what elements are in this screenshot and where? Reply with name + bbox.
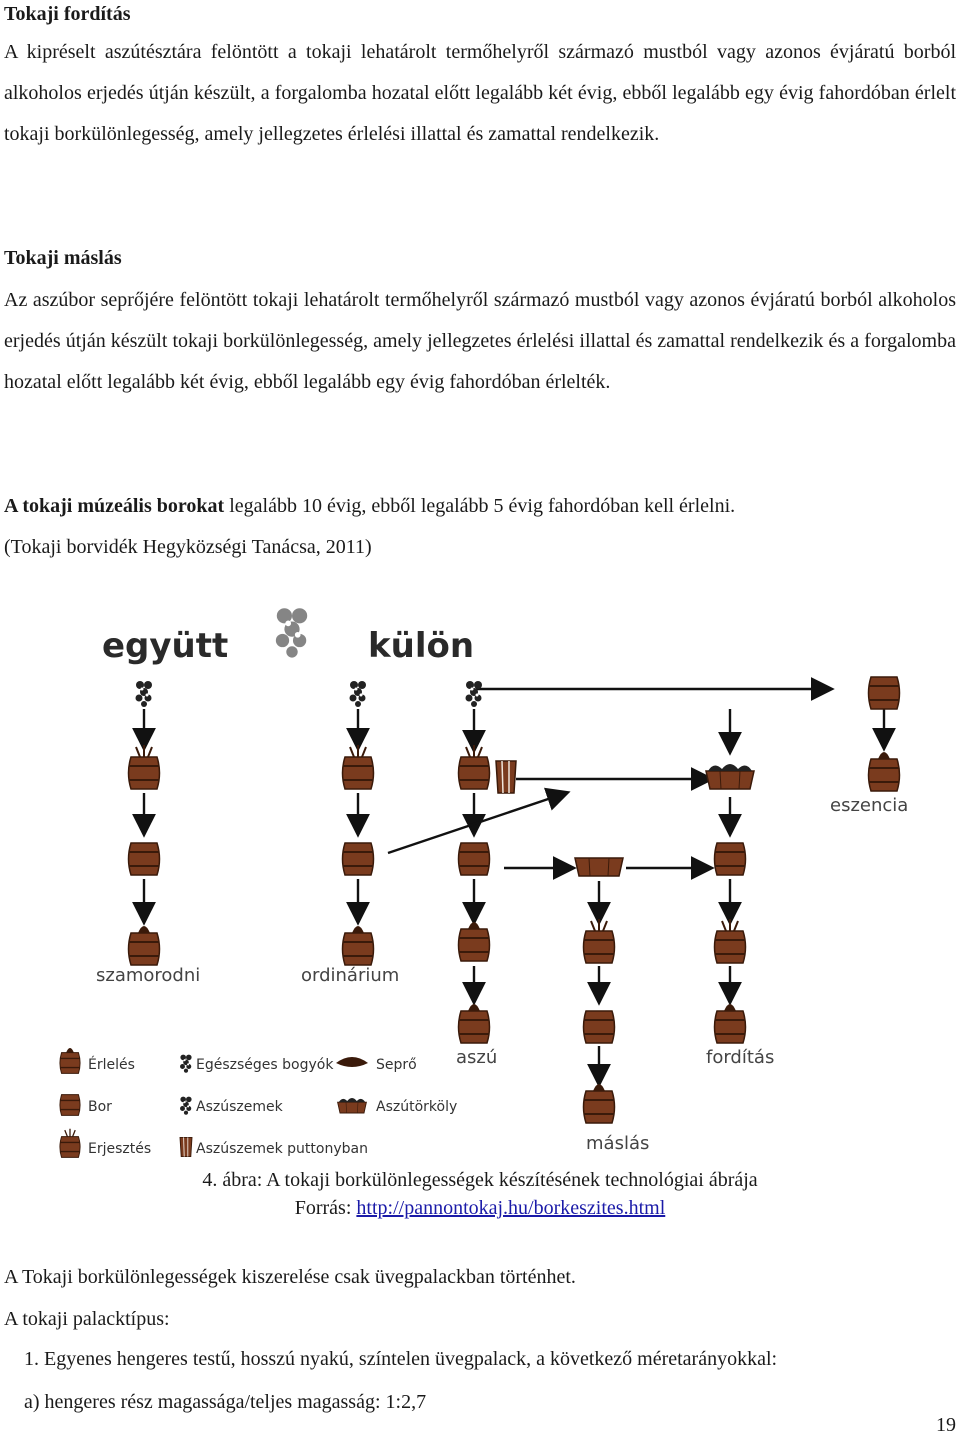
legend-torkoly-icon xyxy=(338,1098,367,1113)
grapes-icon-col2 xyxy=(350,681,367,707)
barrel-col4-c xyxy=(584,1084,615,1123)
legend-egeszseges: Egészséges bogyók xyxy=(196,1057,334,1073)
barrel-col4 xyxy=(584,919,615,963)
label-forditas: fordítás xyxy=(706,1047,775,1068)
figure-caption: 4. ábra: A tokaji borkülönlegességek készítésének technológiai ábrája xyxy=(202,1169,758,1191)
label-szamorodni: szamorodni xyxy=(96,965,201,986)
grapes-icon-col1 xyxy=(136,681,153,707)
page-number: 19 xyxy=(936,1414,956,1436)
barrel-col5 xyxy=(715,843,746,875)
puttony-bucket-icon xyxy=(496,761,516,793)
legend-bor-icon xyxy=(60,1095,80,1116)
bottle-type-item-1: 1. Egyenes hengeres testű, hosszú nyakú, színtelen üvegpalack, a következő méretarányokkal: xyxy=(24,1348,778,1370)
legend-puttony-icon xyxy=(180,1137,192,1156)
bottle-sentence: A Tokaji borkülönlegességek kiszerelése csak üvegpalackban történhet. xyxy=(4,1266,576,1288)
label-ordinarium: ordinárium xyxy=(301,965,400,986)
figure-source xyxy=(0,1194,960,1222)
barrel-col3-b xyxy=(459,1004,490,1043)
source-citation: (Tokaji borvidék Hegyközségi Tanácsa, 2011) xyxy=(4,536,372,558)
barrel-aging-col2 xyxy=(343,926,374,965)
heading-forditas: Tokaji fordítás xyxy=(4,3,131,25)
technology-diagram xyxy=(46,571,914,1166)
label-egyutt: együtt xyxy=(102,626,229,666)
paragraph-forditas: A kipréselt aszútésztára felöntött a tokaji lehatárolt termőhelyről származó mustból vagy azonos évjáratú borból alkoholos erjedés útján készült, a forgalomba hozatal előtt legalább két évig, ebből legalább egy évig fahordóban érlelt tokaji borkülönlegesség, amely jellegzetes érlelési illattal és zamattal rendelkezik. xyxy=(4,41,956,145)
legend-bor: Bor xyxy=(88,1099,112,1115)
legend-aszuszemek-icon xyxy=(180,1097,192,1115)
legend-erleles-icon xyxy=(60,1048,80,1073)
barrel-col5-c xyxy=(715,1004,746,1043)
tub-col4 xyxy=(575,858,623,876)
barrel-aging-col1 xyxy=(129,926,160,965)
figure-source-prefix: Forrás: xyxy=(294,1197,357,1219)
legend-torkoly: Aszútörköly xyxy=(376,1099,458,1115)
legend-erleles: Érlelés xyxy=(88,1057,135,1073)
muzealis-bold: A tokaji múzeális borokat xyxy=(4,495,225,517)
bottle-type-item-a: a) hengeres rész magassága/teljes magasság: 1:2,7 xyxy=(24,1391,427,1413)
barrel-col4-b xyxy=(584,1011,615,1043)
figure-source-link[interactable]: http://pannontokaj.hu/borkeszites.html xyxy=(356,1197,666,1219)
barrel-col5-b xyxy=(715,919,746,963)
label-maslas: máslás xyxy=(586,1133,650,1154)
paragraph-maslas: Az aszúbor seprőjére felöntött tokaji lehatárolt termőhelyről származó mustból vagy azonos évjáratú borból alkoholos erjedés útján készült tokaji borkülönlegesség, amely jellegzetes érlelési illattal és zamattal rendelkezik és a forgalomba hozatal előtt legalább két évig, ebből legalább egy évig fahordóban érlelték. xyxy=(4,289,956,393)
legend xyxy=(60,1048,457,1157)
muzealis-rest: legalább 10 évig, ebből legalább 5 évig fahordóban kell érlelni. xyxy=(224,495,736,517)
heading-maslas: Tokaji máslás xyxy=(4,247,122,269)
legend-sepro-icon xyxy=(336,1057,368,1067)
grape-bunch-icon xyxy=(276,608,307,657)
grapes-icon-col3 xyxy=(466,681,483,707)
barrel-eszencia xyxy=(869,677,900,709)
legend-erjesztes: Erjesztés xyxy=(88,1141,152,1157)
legend-erjesztes-icon xyxy=(60,1129,80,1158)
process-arrows xyxy=(144,689,884,1083)
label-aszu: aszú xyxy=(456,1047,498,1068)
legend-sepro: Seprő xyxy=(376,1057,417,1073)
barrel-ferment-col3 xyxy=(459,745,490,789)
legend-puttony: Aszúszemek puttonyban xyxy=(196,1141,368,1157)
legend-aszuszemek: Aszúszemek xyxy=(196,1099,283,1115)
tub-full-col5 xyxy=(706,764,754,789)
barrel-col1 xyxy=(129,843,160,875)
paragraph-muzealis xyxy=(4,493,735,519)
barrel-ferment-col1 xyxy=(129,745,160,789)
legend-egeszseges-icon xyxy=(180,1055,192,1073)
barrel-col2 xyxy=(343,843,374,875)
barrel-aging-col3 xyxy=(459,922,490,961)
barrel-col3 xyxy=(459,843,490,875)
bottle-type-heading: A tokaji palacktípus: xyxy=(4,1308,170,1330)
barrel-eszencia-b xyxy=(869,752,900,791)
label-eszencia: eszencia xyxy=(830,795,909,816)
barrel-ferment-col2 xyxy=(343,745,374,789)
label-kulon: külön xyxy=(368,626,475,666)
